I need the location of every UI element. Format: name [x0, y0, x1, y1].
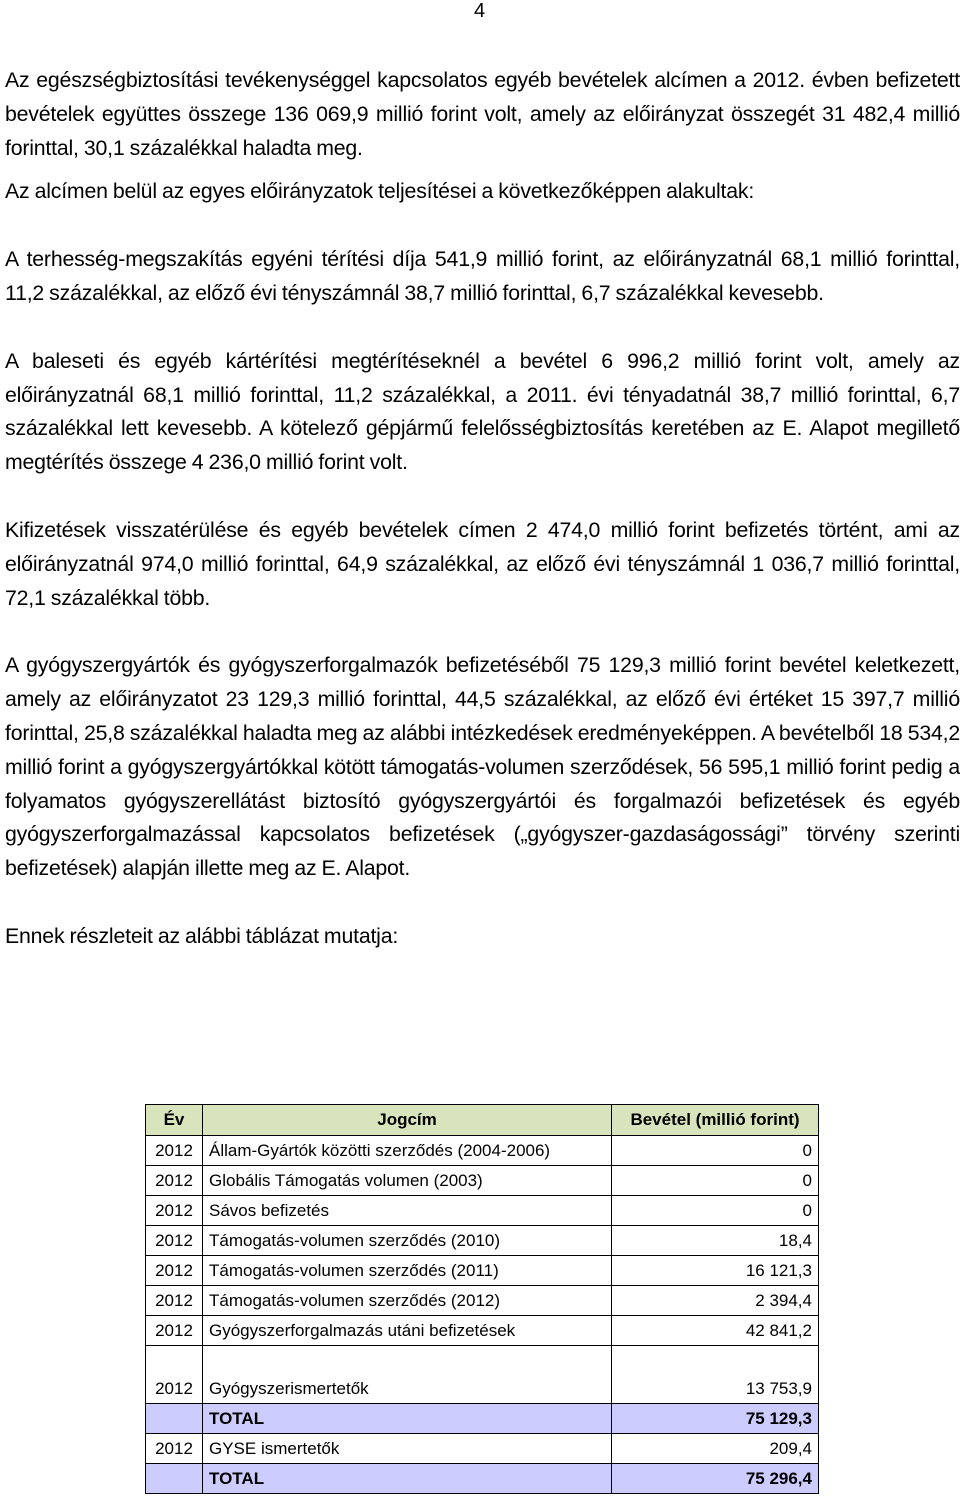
revenue-table	[145, 1104, 819, 1494]
page-number: 4	[474, 0, 486, 22]
row-year	[146, 1464, 203, 1494]
row-year: 2012	[146, 1316, 203, 1346]
paragraph-pharma-payments: A gyógyszergyártók és gyógyszerforgalmazók befizetéséből 75 129,3 millió forint bevétel keletkezett, amely az előirányzatot 23 129,3 millió forinttal, 44,5 százalékkal, az előző évi értéket 15 397,7 millió forinttal, 25,8 százalékkal haladta meg az alábbi intézkedések eredményeképpen. A bevételből 18 534,2 millió forint a gyógyszergyártókkal kötött támogatás-volumen szerződések, 56 595,1 millió forint pedig a folyamatos gyógyszerellátást biztosító gyógyszergyártói és forgalmazói befizetések és egyéb gyógyszerforgalmazással kapcsolatos befizetések („gyógyszer-gazdaságossági” törvény szerinti befizetések) alapján illette meg az E. Alapot.	[5, 653, 960, 881]
row-year: 2012	[146, 1226, 203, 1256]
row-title: GYSE ismertetők	[203, 1434, 612, 1464]
header-title: Jogcím	[203, 1105, 612, 1136]
paragraph-table-intro: Ennek részleteit az alábbi táblázat mutatja:	[5, 923, 399, 948]
document-body	[5, 64, 960, 954]
row-value: 18,4	[612, 1226, 819, 1256]
header-year: Év	[146, 1105, 203, 1136]
header-value: Bevétel (millió forint)	[612, 1105, 819, 1136]
row-value: 42 841,2	[612, 1316, 819, 1346]
table-row	[146, 1196, 819, 1226]
table-row	[146, 1226, 819, 1256]
table-row	[146, 1166, 819, 1196]
table-row	[146, 1256, 819, 1286]
row-value: 209,4	[612, 1434, 819, 1464]
table-row	[146, 1346, 819, 1404]
row-year: 2012	[146, 1166, 203, 1196]
row-value: 0	[612, 1136, 819, 1166]
row-title: Gyógyszerismertetők	[203, 1346, 612, 1404]
table-total-row	[146, 1404, 819, 1434]
row-year: 2012	[146, 1136, 203, 1166]
paragraph-subtitle-intro: Az alcímen belül az egyes előirányzatok teljesítései a következőképpen alakultak:	[5, 179, 755, 204]
table-row	[146, 1136, 819, 1166]
row-title: TOTAL	[203, 1404, 612, 1434]
paragraph-accident-compensation: A baleseti és egyéb kártérítési megtérítéseknél a bevétel 6 996,2 millió forint volt, amely az előirányzatnál 68,1 millió forinttal, 11,2 százalékkal, a 2011. évi tényadatnál 38,7 millió forinttal, 6,7 százalékkal lett kevesebb. A kötelező gépjármű felelősségbiztosítás keretében az E. Alapot megillető megtérítés összege 4 236,0 millió forint volt.	[5, 348, 960, 475]
row-year: 2012	[146, 1256, 203, 1286]
row-value: 75 296,4	[612, 1464, 819, 1494]
row-value: 0	[612, 1196, 819, 1226]
row-title: Gyógyszerforgalmazás utáni befizetések	[203, 1316, 612, 1346]
table-header-row	[146, 1105, 819, 1136]
table-row	[146, 1316, 819, 1346]
paragraph-other-revenues: Az egészségbiztosítási tevékenységgel kapcsolatos egyéb bevételek alcímen a 2012. évben befizetett bevételek együttes összege 136 069,9 millió forint volt, amely az előirányzat összegét 31 482,4 millió forinttal, 30,1 százalékkal haladta meg.	[5, 68, 960, 160]
table-row	[146, 1286, 819, 1316]
paragraph-abortion-fees: A terhesség-megszakítás egyéni térítési díja 541,9 millió forint, az előirányzatnál 68,1 millió forinttal, 11,2 százalékkal, az előző évi tényszámnál 38,7 millió forinttal, 6,7 százalékkal kevesebb.	[5, 247, 960, 305]
row-value: 75 129,3	[612, 1404, 819, 1434]
row-title: Támogatás-volumen szerződés (2011)	[203, 1256, 612, 1286]
row-value: 13 753,9	[612, 1346, 819, 1404]
row-title: Globális Támogatás volumen (2003)	[203, 1166, 612, 1196]
row-year: 2012	[146, 1434, 203, 1464]
row-title: Támogatás-volumen szerződés (2010)	[203, 1226, 612, 1256]
row-title: Sávos befizetés	[203, 1196, 612, 1226]
row-title: Támogatás-volumen szerződés (2012)	[203, 1286, 612, 1316]
row-year	[146, 1404, 203, 1434]
row-year: 2012	[146, 1346, 203, 1404]
row-year: 2012	[146, 1196, 203, 1226]
row-value: 0	[612, 1166, 819, 1196]
row-value: 2 394,4	[612, 1286, 819, 1316]
paragraph-payment-refunds: Kifizetések visszatérülése és egyéb bevételek címen 2 474,0 millió forint befizetés történt, ami az előirányzatnál 974,0 millió forinttal, 64,9 százalékkal, az előző évi tényszámnál 1 036,7 millió forinttal, 72,1 százalékkal több.	[5, 517, 960, 610]
table-row	[146, 1434, 819, 1464]
row-value: 16 121,3	[612, 1256, 819, 1286]
table-total-row	[146, 1464, 819, 1494]
row-title: Állam-Gyártók közötti szerződés (2004-2006)	[203, 1136, 612, 1166]
row-year: 2012	[146, 1286, 203, 1316]
row-title: TOTAL	[203, 1464, 612, 1494]
